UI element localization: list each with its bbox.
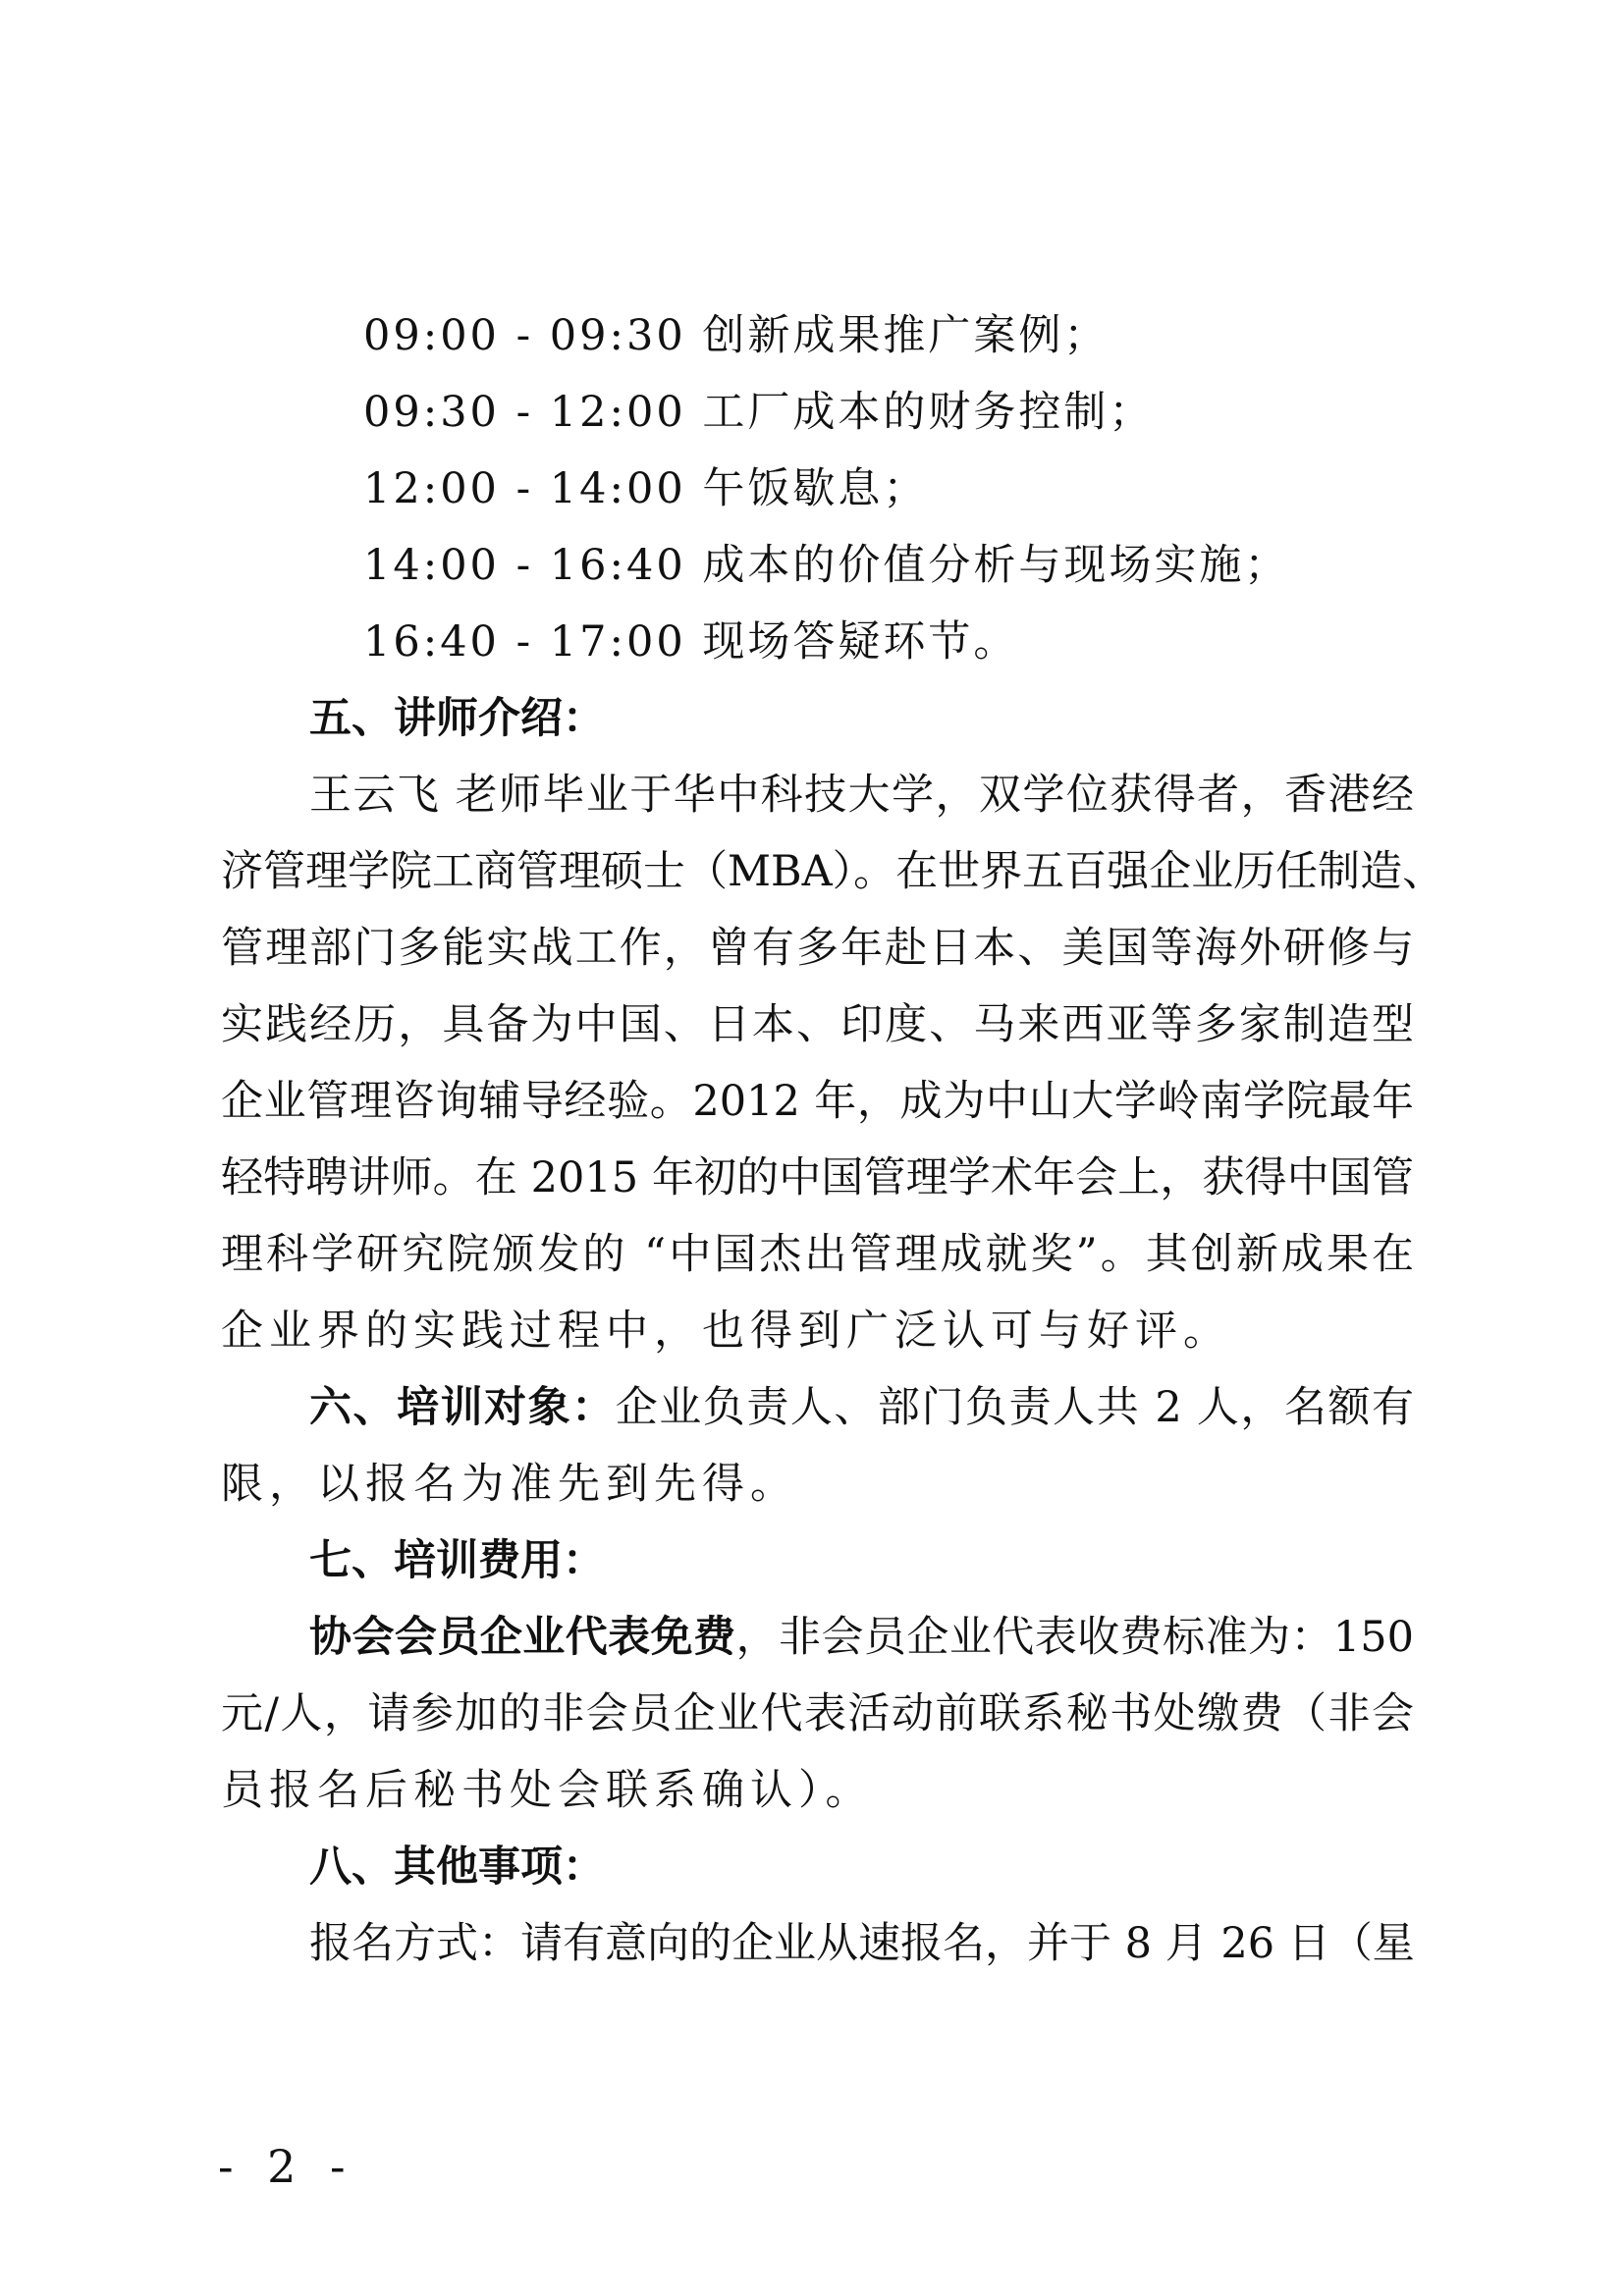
document-body [221,297,1445,1982]
fees-bold-lead: 协会会员企业代表免费 [309,1613,736,1662]
schedule-item: 16:40 - 17:00 现场答疑环节。 [363,617,1019,667]
schedule-item: 09:00 - 09:30 创新成果推广案例； [363,311,1110,360]
paragraph-line: 限，以报名为准先到先得。 [221,1460,798,1509]
paragraph-line: 理科学研究院颁发的 “中国杰出管理成就奖”。其创新成果在 [221,1230,1414,1279]
schedule-item: 12:00 - 14:00 午饭歇息； [363,464,929,513]
paragraph-line: 管理部门多能实战工作，曾有多年赴日本、美国等海外研修与 [221,924,1414,973]
paragraph-line: 报名方式：请有意向的企业从速报名，并于 8 月 26 日（星 [309,1919,1415,1968]
fees-text: ，非会员企业代表收费标准为：150 [735,1613,1415,1662]
paragraph-line: 员报名后秘书处会联系确认）。 [221,1766,874,1815]
paragraph-line: 企业界的实践过程中，也得到广泛认可与好评。 [221,1307,1231,1356]
paragraph-line: 王云飞 老师毕业于华中科技大学，双学位获得者，香港经 [309,771,1414,820]
schedule-item: 14:00 - 16:40 成本的价值分析与现场实施； [363,541,1290,590]
paragraph-line: 轻特聘讲师。在 2015 年初的中国管理学术年会上，获得中国管 [221,1153,1414,1202]
section-heading-fees: 七、培训费用： [309,1536,605,1585]
paragraph-line: 济管理学院工商管理硕士（MBA）。在世界五百强企业历任制造、 [221,847,1445,896]
page-number: - 2 - [218,2140,355,2193]
paragraph-line: 实践经历，具备为中国、日本、印度、马来西亚等多家制造型 [221,1000,1414,1049]
section-heading-instructor: 五、讲师介绍： [309,694,605,743]
schedule-item: 09:30 - 12:00 工厂成本的财务控制； [363,388,1155,437]
paragraph-line: 企业管理咨询辅导经验。2012 年，成为中山大学岭南学院最年 [221,1077,1414,1126]
section-heading-trainees: 六、培训对象： [309,1383,616,1432]
section-trainees [221,1369,1414,1446]
fees-line [221,1599,1414,1676]
trainees-text: 企业负责人、部门负责人共 2 人，名额有 [615,1383,1415,1432]
paragraph-line: 元/人，请参加的非会员企业代表活动前联系秘书处缴费（非会 [221,1689,1414,1738]
section-heading-other: 八、其他事项： [309,1842,605,1892]
